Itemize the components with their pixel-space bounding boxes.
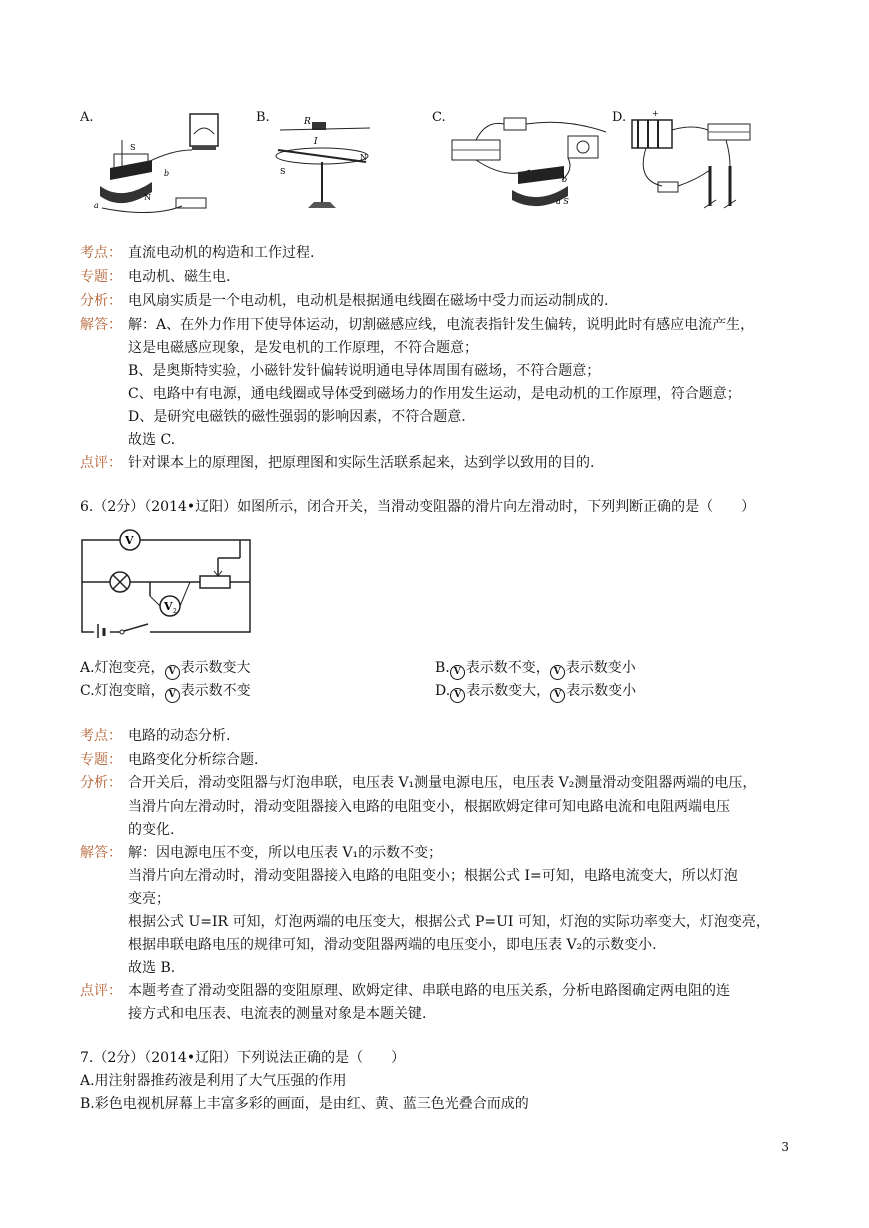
q6-dianping: [80, 981, 730, 1001]
svg-text:b: b: [562, 175, 568, 184]
figure-d-electromagnet: [626, 110, 756, 218]
jieda-line: C、电路中有电源，通电线圈或导体受到磁场力的作用发生运动，是电动机的工作原理，符合题意；: [128, 386, 741, 402]
svg-text:R: R: [304, 117, 311, 127]
figure-c-motor: [446, 110, 626, 218]
voltmeter-v1-icon: V: [450, 688, 465, 703]
jieda-line: 当滑片向左滑动时，滑动变阻器接入电路的电阻变小；根据公式 I=可知，电路电流变大，所以灯泡: [128, 868, 738, 884]
q6-option-d-text: D.: [435, 683, 451, 699]
jieda-line: D、是研究电磁铁的磁性强弱的影响因素，不符合题意.: [128, 409, 466, 425]
q6-option-b: [435, 657, 636, 680]
fenxi-line: 的变化.: [128, 822, 175, 838]
q6-option-d-text3: 表示数变小: [566, 683, 637, 699]
q6-option-b-text3: 表示数变小: [565, 660, 636, 676]
label-zhuanti: 专题：: [80, 752, 122, 768]
svg-text:V: V: [164, 600, 173, 613]
jieda-line: 根据串联电路电压的规律可知，滑动变阻器两端的电压变小，即电压表 V₂的示数变小.: [128, 937, 657, 953]
q5-fenxi: [80, 291, 608, 311]
q6-option-b-text2: 表示数不变，: [465, 660, 550, 676]
q6-option-c: [80, 680, 251, 703]
figure-a-induction: [92, 110, 222, 218]
q7-option-b: B.彩色电视机屏幕上丰富多彩的画面，是由红、黄、蓝三色光叠合而成的: [80, 1096, 529, 1112]
label-zhuanti: 专题：: [80, 269, 122, 285]
label-kaodian: 考点：: [80, 728, 122, 744]
label-fenxi: 分析：: [80, 775, 122, 791]
fenxi-line: 合开关后，滑动变阻器与灯泡串联，电压表 V₁测量电源电压，电压表 V₂测量滑动变阻器两端的电压，: [128, 775, 757, 791]
svg-text:2: 2: [173, 608, 177, 615]
zhuanti-text: 电路变化分析综合题.: [128, 752, 259, 768]
q6-option-a: [80, 657, 251, 680]
jieda-line: 故选 C.: [128, 432, 176, 448]
q6-option-c-text2: 表示数不变: [180, 683, 251, 699]
svg-text:b: b: [164, 169, 170, 178]
svg-text:+: +: [652, 110, 659, 118]
figure-b-oersted: [270, 110, 380, 218]
option-d-label: D.: [612, 110, 627, 125]
q6-fenxi: [80, 773, 756, 793]
kaodian-text: 直流电动机的构造和工作过程.: [128, 245, 315, 261]
q6-jieda: [80, 843, 442, 863]
dianping-text: 针对课本上的原理图，把原理图和实际生活联系起来，达到学以致用的目的.: [128, 455, 595, 471]
q5-zhuanti: [80, 267, 230, 287]
svg-text:N: N: [144, 193, 151, 202]
zhuanti-text: 电动机、磁生电.: [128, 269, 231, 285]
label-kaodian: 考点：: [80, 245, 122, 261]
dianping-line: 接方式和电压表、电流表的测量对象是本题关键.: [128, 1006, 427, 1022]
voltmeter-v2-icon: V: [550, 688, 565, 703]
svg-text:V: V: [125, 534, 134, 547]
label-dianping: 点评：: [80, 983, 122, 999]
q6-option-a-text: A.灯泡变亮，: [80, 660, 165, 676]
fenxi-line: 当滑片向左滑动时，滑动变阻器接入电路的电阻变小，根据欧姆定律可知电路电流和电阻两端电压: [128, 799, 730, 815]
option-b-label: B.: [256, 110, 270, 125]
q6-circuit-diagram: [80, 528, 260, 638]
q6-option-c-text: C.灯泡变暗，: [80, 683, 165, 699]
q7-option-a: A.用注射器推药液是利用了大气压强的作用: [80, 1073, 347, 1089]
q5-jieda: [80, 315, 754, 335]
label-dianping: 点评：: [80, 455, 122, 471]
page-number: 3: [781, 1140, 789, 1154]
jieda-line: 解：因电源电压不变，所以电压表 V₁的示数不变；: [128, 845, 443, 861]
question-6-stem: 6.（2分）（2014•辽阳）如图所示，闭合开关，当滑动变阻器的滑片向左滑动时，下列判断正确的是（ ）: [80, 499, 756, 515]
q6-option-d: [435, 680, 636, 703]
svg-text:S: S: [280, 167, 286, 176]
svg-text:I: I: [314, 137, 318, 147]
q5-kaodian: [80, 243, 314, 263]
jieda-line: B、是奥斯特实验，小磁针发针偏转说明通电导体周围有磁场，不符合题意；: [128, 363, 601, 379]
q6-zhuanti: [80, 750, 258, 770]
fenxi-text: 电风扇实质是一个电动机，电动机是根据通电线圈在磁场中受力而运动制成的.: [128, 293, 609, 309]
option-a-label: A.: [80, 110, 94, 125]
q5-dianping: [80, 453, 594, 473]
question-7-stem: 7.（2分）（2014•辽阳）下列说法正确的是（ ）: [80, 1050, 406, 1066]
q6-option-b-text: B.: [435, 660, 450, 676]
svg-text:S: S: [130, 143, 136, 152]
q6-option-d-text2: 表示数变大，: [466, 683, 551, 699]
voltmeter-v1-icon: V: [450, 665, 465, 680]
option-c-label: C.: [432, 110, 446, 125]
svg-text:N: N: [360, 153, 367, 162]
label-fenxi: 分析：: [80, 293, 122, 309]
svg-text:a S: a S: [556, 197, 569, 206]
q6-kaodian: [80, 726, 230, 746]
q6-option-a-text2: 表示数变大: [180, 660, 251, 676]
jieda-line: 根据公式 U=IR 可知，灯泡两端的电压变大，根据公式 P=UI 可知，灯泡的实际功率变大，灯泡变亮，: [128, 914, 770, 930]
label-jieda: 解答：: [80, 317, 122, 333]
jieda-line: 这是电磁感应现象，是发电机的工作原理，不符合题意；: [128, 340, 478, 356]
voltmeter-v2-icon: V: [165, 688, 180, 703]
kaodian-text: 电路的动态分析.: [128, 728, 231, 744]
svg-text:a: a: [94, 201, 99, 210]
jieda-line: 变亮；: [128, 891, 170, 907]
voltmeter-v2-icon: V: [550, 665, 565, 680]
voltmeter-v1-icon: V: [165, 665, 180, 680]
label-jieda: 解答：: [80, 845, 122, 861]
jieda-line: 解：A、在外力作用下使导体运动，切割磁感应线，电流表指针发生偏转，说明此时有感应电流产生，: [128, 317, 755, 333]
dianping-line: 本题考查了滑动变阻器的变阻原理、欧姆定律、串联电路的电压关系，分析电路图确定两电阻的连: [128, 983, 730, 999]
jieda-line: 故选 B.: [128, 960, 176, 976]
